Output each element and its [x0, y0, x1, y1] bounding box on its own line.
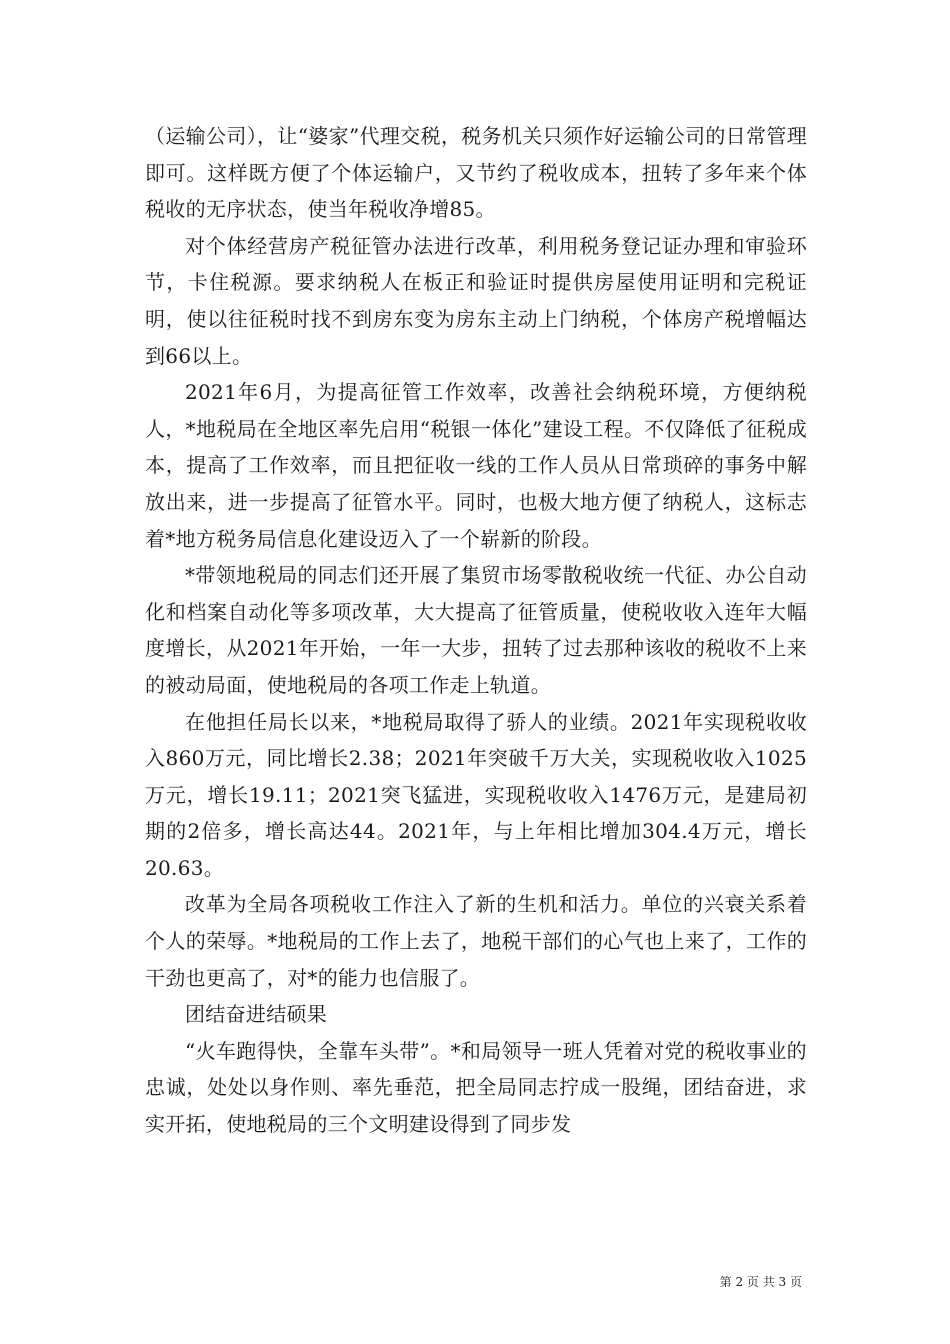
paragraph: 改革为全局各项税收工作注入了新的生机和活力。单位的兴衰关系着个人的荣辱。*地税局的工作上去了，地税干部们的心气也上来了，工作的干劲也更高了，对*的能力也信服了。 — [145, 892, 807, 990]
paragraph: 2021年6月，为提高征管工作效率，改善社会纳税环境，方便纳税人，*地税局在全地区率先启用“税银一体化”建设工程。不仅降低了征税成本，提高了工作效率，而且把征收一线的工作人员从日常琐碎的事务中解放出来，进一步提高了征管水平。同时，也极大地方便了纳税人，这标志着*地方税务局信息化建设迈入了一个崭新的阶段。 — [145, 380, 807, 551]
document-body — [145, 118, 807, 1143]
paragraph: “火车跑得快，全靠车头带”。*和局领导一班人凭着对党的税收事业的忠诚，处处以身作则、率先垂范，把全局同志拧成一股绳，团结奋进，求实开拓，使地税局的三个文明建设得到了同步发 — [145, 1038, 807, 1137]
page-number: 第 2 页 共 3 页 — [719, 1275, 802, 1289]
section-heading: 团结奋进结硕果 — [185, 1002, 328, 1027]
paragraph: 对个体经营房产税征管办法进行改革，利用税务登记证办理和审验环节，卡住税源。要求纳税人在板正和验证时提供房屋使用证明和完税证明，使以往征税时找不到房东变为房东主动上门纳税，个体房产税增幅达到66以上。 — [145, 233, 807, 368]
paragraph: 在他担任局长以来，*地税局取得了骄人的业绩。2021年实现税收收入860万元，同比增长2.38；2021年突破千万大关，实现税收收入1025万元，增长19.11；2021突飞猛进，实现税收收入1476万元，是建局初期的2倍多，增长高达44。2021年，与上年相比增加304.4万元，增长20.63。 — [145, 709, 807, 880]
paragraph: *带领地税局的同志们还开展了集贸市场零散税收统一代征、办公自动化和档案自动化等多项改革，大大提高了征管质量，使税收收入连年大幅度增长，从2021年开始，一年一大步，扭转了过去那种该收的税收不上来的被动局面，使地税局的各项工作走上轨道。 — [145, 563, 807, 697]
paragraph: （运输公司），让“婆家”代理交税，税务机关只须作好运输公司的日常管理即可。这样既方便了个体运输户，又节约了税收成本，扭转了多年来个体税收的无序状态，使当年税收净增85。 — [145, 124, 807, 222]
